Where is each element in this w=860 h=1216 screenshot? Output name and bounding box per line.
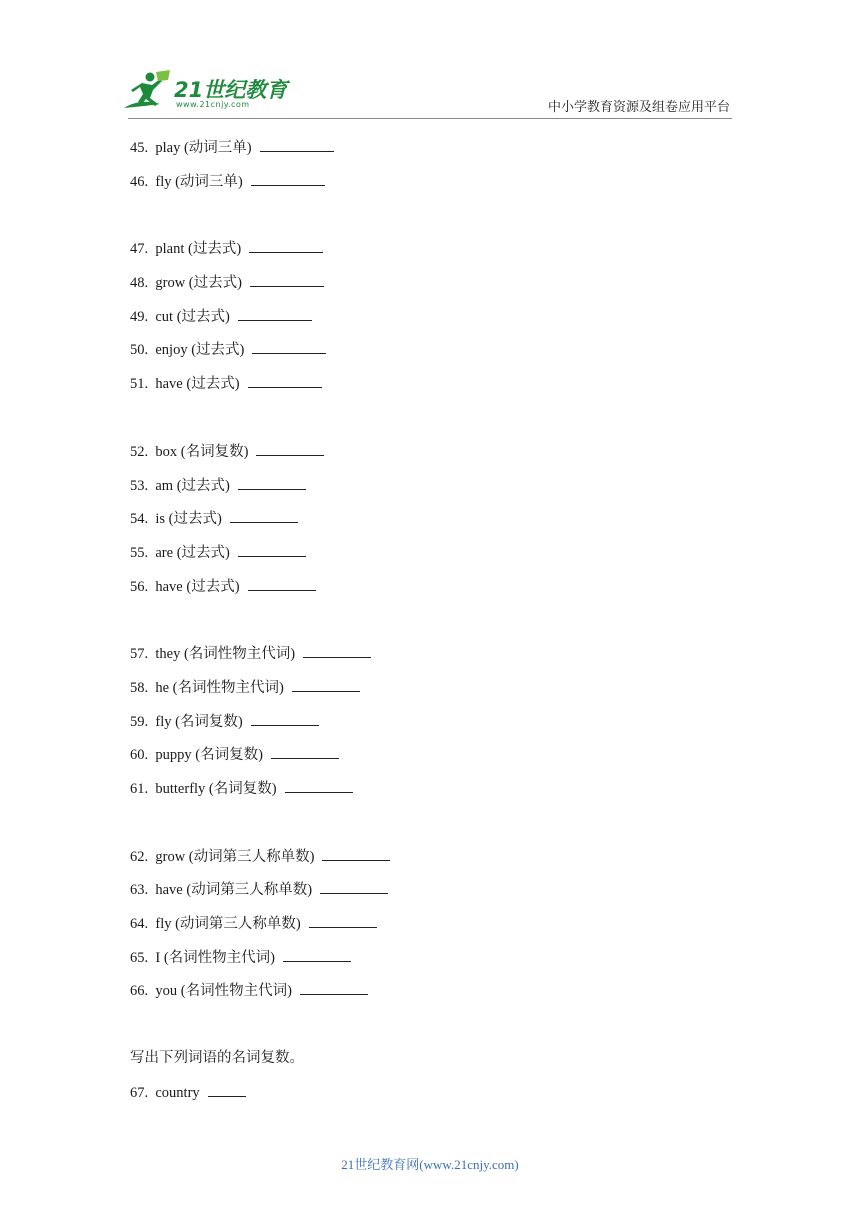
item-text: I (名词性物主代词) [155,949,275,966]
item-number: 56. [130,578,149,595]
item-text: cut (过去式) [155,308,230,325]
section-instruction: 写出下列词语的名词复数。 [130,1050,304,1067]
logo-wordmark: 21世纪教育 [174,78,288,102]
item-number: 53. [130,477,149,494]
item-number: 64. [130,916,149,933]
list-item [130,778,730,812]
list-item [130,1082,730,1116]
answer-blank[interactable] [251,171,325,186]
logo-url: www.21cnjy.com [176,100,250,109]
list-item [130,137,730,171]
item-text: have (过去式) [155,376,240,393]
list-item [130,947,730,981]
page-footer: 21世纪教育网(www.21cnjy.com) [341,1157,519,1172]
list-item [130,980,730,1014]
list-item [130,475,730,509]
answer-blank[interactable] [292,677,360,692]
answer-blank[interactable] [248,373,322,388]
brand-logo [120,68,290,116]
item-number: 67. [130,1084,149,1101]
platform-title: 中小学教育资源及组卷应用平台 [547,99,730,114]
header-divider [128,118,732,119]
answer-blank[interactable] [208,1082,246,1097]
list-item [130,913,730,947]
list-item [130,711,730,745]
item-number: 46. [130,173,149,190]
item-number: 63. [130,882,149,899]
item-number: 52. [130,443,149,460]
item-text: is (过去式) [155,511,222,528]
answer-blank[interactable] [252,339,326,354]
item-number: 50. [130,342,149,359]
item-text: he (名词性物主代词) [155,679,284,696]
item-number: 51. [130,376,149,393]
list-item [130,373,730,407]
answer-blank[interactable] [238,475,306,490]
answer-blank[interactable] [322,846,390,861]
answer-blank[interactable] [260,137,334,152]
answer-blank[interactable] [238,306,312,321]
item-text: have (动词第三人称单数) [155,882,313,899]
list-item [130,171,730,205]
item-number: 55. [130,544,149,561]
item-text: play (动词三单) [155,140,252,156]
runner-icon [120,68,176,114]
item-text: fly (动词三单) [155,173,243,190]
answer-blank[interactable] [238,542,306,557]
item-text: fly (名词复数) [155,713,243,730]
list-item [130,576,730,610]
list-item [130,339,730,373]
answer-blank[interactable] [300,980,368,995]
item-number: 48. [130,275,149,292]
answer-blank[interactable] [256,441,324,456]
answer-blank[interactable] [283,947,351,962]
item-number: 66. [130,983,149,1000]
list-item [130,272,730,306]
list-item [130,846,730,880]
item-text: they (名词性物主代词) [155,646,296,663]
item-number: 54. [130,511,149,528]
answer-blank[interactable] [249,238,323,253]
answer-blank[interactable] [250,272,324,287]
item-text: grow (动词第三人称单数) [155,848,315,865]
item-number: 61. [130,781,149,797]
list-item [130,238,730,272]
list-item [130,879,730,913]
list-item [130,441,730,475]
item-text: box (名词复数) [155,443,249,460]
exercise-list [130,137,730,1116]
list-item [130,744,730,778]
list-item [130,508,730,542]
item-text: are (过去式) [155,544,230,561]
item-number: 62. [130,848,149,865]
item-text: have (过去式) [155,578,240,595]
list-item [130,643,730,677]
answer-blank[interactable] [309,913,377,928]
answer-blank[interactable] [285,778,353,793]
item-number: 59. [130,713,149,730]
item-number: 45. [130,140,149,156]
item-text: country [155,1084,200,1101]
answer-blank[interactable] [271,744,339,759]
item-number: 49. [130,308,149,325]
item-text: fly (动词第三人称单数) [155,916,301,933]
item-number: 60. [130,747,149,764]
list-item [130,306,730,340]
item-text: you (名词性物主代词) [155,983,292,1000]
answer-blank[interactable] [248,576,316,591]
item-number: 57. [130,646,149,663]
item-text: am (过去式) [155,477,230,494]
answer-blank[interactable] [303,643,371,658]
item-text: butterfly (名词复数) [155,781,277,797]
answer-blank[interactable] [251,711,319,726]
item-text: puppy (名词复数) [155,747,263,764]
item-text: plant (过去式) [155,241,242,258]
item-number: 58. [130,679,149,696]
list-item [130,677,730,711]
item-text: grow (过去式) [155,275,242,292]
answer-blank[interactable] [230,508,298,523]
item-text: enjoy (过去式) [155,342,245,359]
item-number: 65. [130,949,149,966]
answer-blank[interactable] [320,879,388,894]
list-item [130,542,730,576]
item-number: 47. [130,241,149,258]
